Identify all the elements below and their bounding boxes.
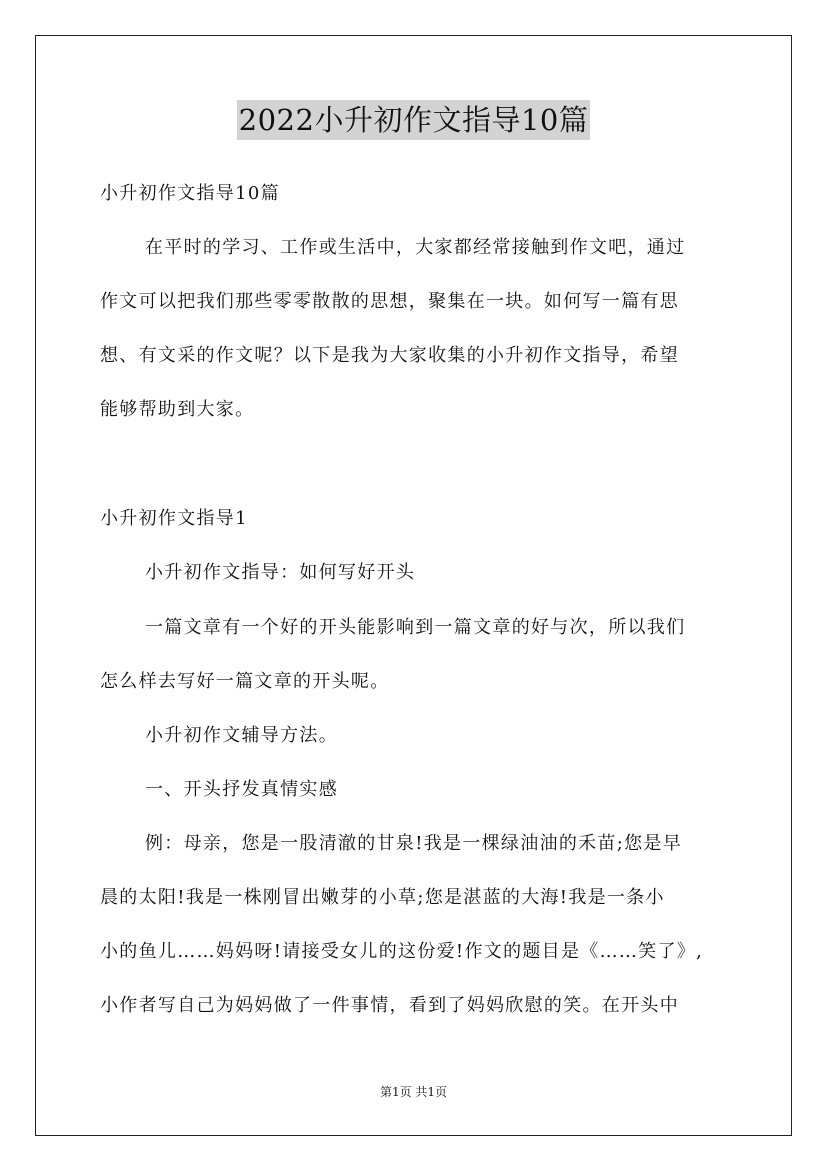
title-container bbox=[0, 100, 827, 140]
intro-line-4: 能够帮助到大家。 bbox=[100, 399, 255, 420]
intro-line-1: 在平时的学习、工作或生活中，大家都经常接触到作文吧，通过 bbox=[145, 237, 686, 258]
para1-line-2: 怎么样去写好一篇文章的开头呢。 bbox=[100, 671, 390, 692]
example-line-2: 晨的太阳!我是一株刚冒出嫩芽的小草;您是湛蓝的大海!我是一条小 bbox=[100, 887, 665, 908]
method-line: 小升初作文辅导方法。 bbox=[145, 725, 338, 746]
document-subtitle: 小升初作文指导10篇 bbox=[100, 183, 280, 204]
intro-line-2: 作文可以把我们那些零零散散的思想，聚集在一块。如何写一篇有思 bbox=[100, 291, 679, 312]
intro-line-3: 想、有文采的作文呢？以下是我为大家收集的小升初作文指导，希望 bbox=[100, 345, 679, 366]
example-line-3: 小的鱼儿……妈妈呀!请接受女儿的这份爱!作文的题目是《……笑了》, bbox=[100, 941, 704, 962]
page-footer: 第1页 共1页 bbox=[379, 1085, 448, 1099]
point-one-heading: 一、开头抒发真情实感 bbox=[145, 779, 338, 800]
example-line-1: 例：母亲，您是一股清澈的甘泉!我是一棵绿油油的禾苗;您是早 bbox=[145, 833, 682, 854]
section-heading: 小升初作文指导1 bbox=[100, 508, 248, 529]
document-title: 2022小升初作文指导10篇 bbox=[237, 100, 591, 140]
example-line-4: 小作者写自己为妈妈做了一件事情，看到了妈妈欣慰的笑。在开头中 bbox=[100, 995, 679, 1016]
para1-line-1: 一篇文章有一个好的开头能影响到一篇文章的好与次，所以我们 bbox=[145, 617, 686, 638]
section-subheading: 小升初作文指导：如何写好开头 bbox=[145, 562, 416, 583]
